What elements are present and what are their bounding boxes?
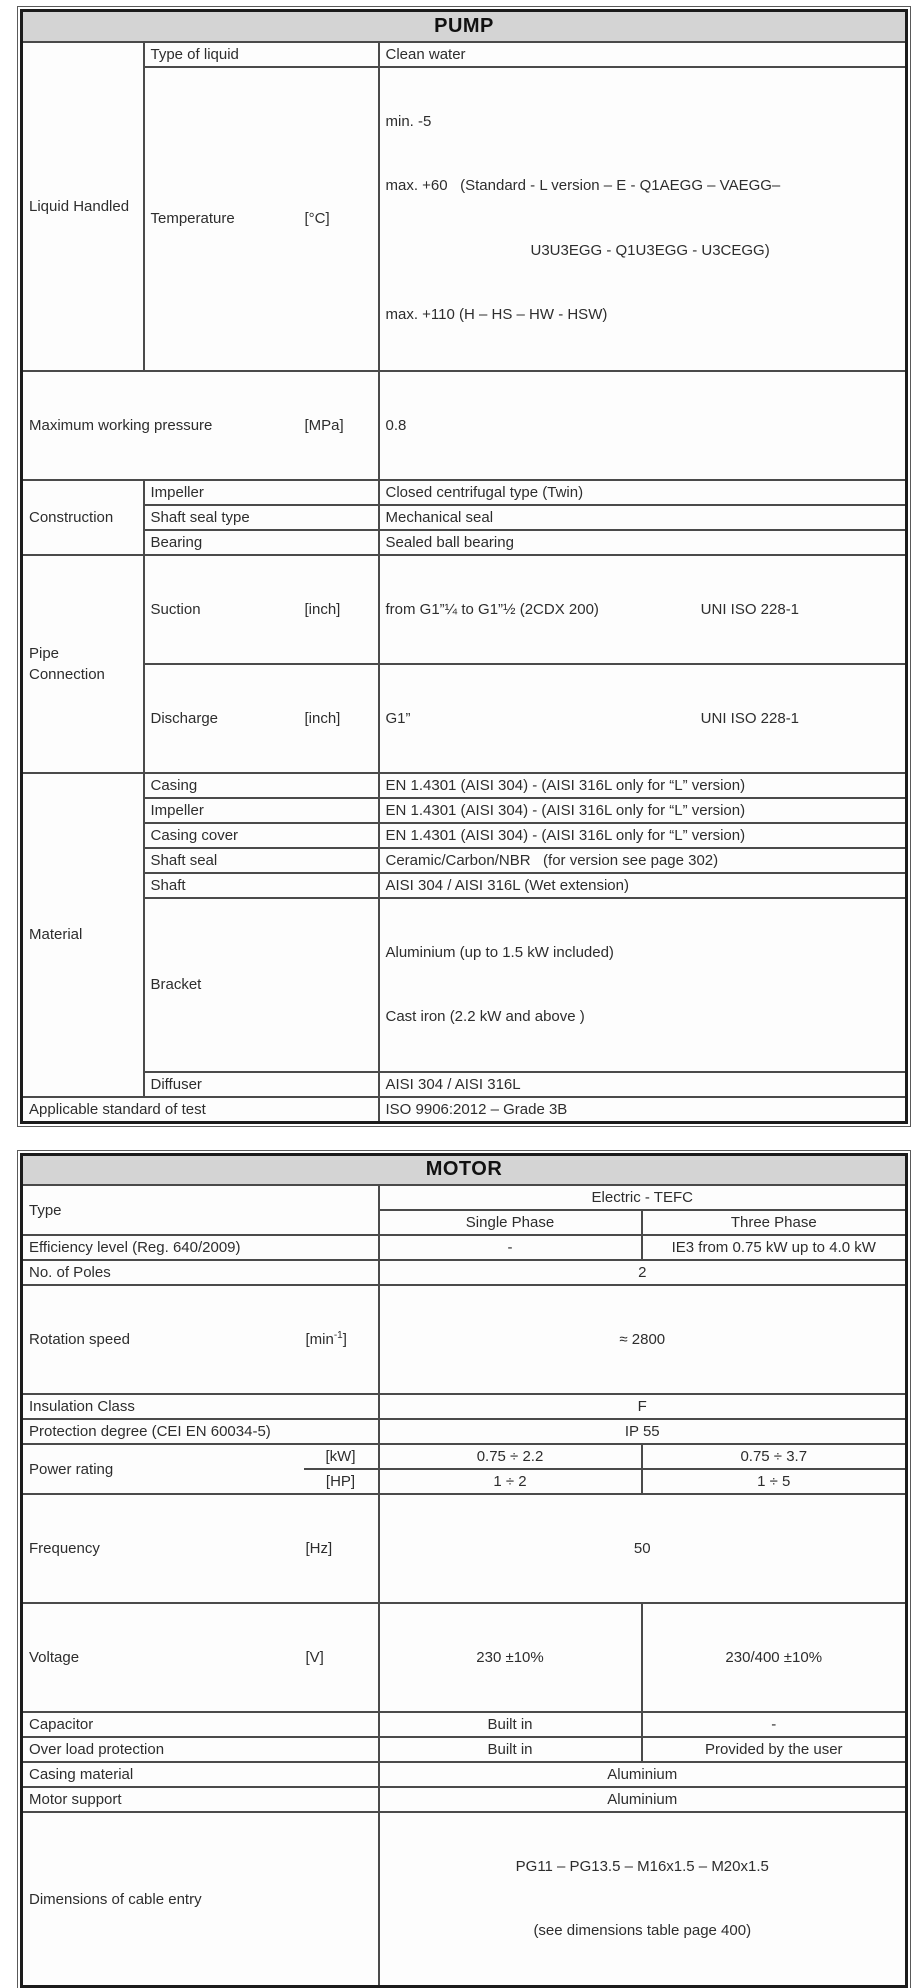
row-test-standard [22, 1097, 907, 1123]
value-power-kw-three: 0.75 ÷ 3.7 [642, 1444, 907, 1469]
value-poles: 2 [379, 1260, 907, 1285]
label-bracket: Bracket [144, 898, 379, 1072]
value-overload-three: Provided by the user [642, 1737, 907, 1762]
row-max-pressure [22, 371, 907, 480]
value-capacitor-single: Built in [379, 1712, 642, 1737]
suction-value: from G1”¼ to G1”½ (2CDX 200) [386, 599, 599, 620]
row-capacitor [22, 1712, 907, 1737]
pump-group-material: Material [22, 773, 144, 1097]
column-header-single-phase: Single Phase [379, 1210, 642, 1235]
value-shaft-seal-type: Mechanical seal [379, 505, 907, 530]
label-impeller: Impeller [144, 480, 379, 505]
label-casing-material: Casing material [22, 1762, 379, 1787]
row-protection [22, 1419, 907, 1444]
value-rotation-speed: ≈ 2800 [379, 1285, 907, 1394]
value-insulation: F [379, 1394, 907, 1419]
pump-group-liquid-handled: Liquid Handled [22, 42, 144, 371]
row-suction [22, 555, 907, 664]
row-shaft [22, 873, 907, 898]
label-rotation-speed [22, 1285, 379, 1394]
label-shaft: Shaft [144, 873, 379, 898]
temperature-line: min. -5 [386, 111, 900, 134]
discharge-standard: UNI ISO 228-1 [701, 708, 799, 729]
label-motor-support: Motor support [22, 1787, 379, 1812]
label-max-pressure [22, 371, 379, 480]
row-casing [22, 773, 907, 798]
row-bracket [22, 898, 907, 1072]
row-diffuser [22, 1072, 907, 1097]
pump-table-title: PUMP [22, 11, 907, 42]
value-voltage-three: 230/400 ±10% [642, 1603, 907, 1712]
value-protection: IP 55 [379, 1419, 907, 1444]
label-temperature [144, 67, 379, 371]
suction-label: Suction [151, 599, 305, 620]
label-diffuser: Diffuser [144, 1072, 379, 1097]
voltage-label: Voltage [29, 1647, 300, 1668]
value-power-hp-single: 1 ÷ 2 [379, 1469, 642, 1494]
pump-group-pipe-connection: Pipe Connection [22, 555, 144, 773]
temperature-line: max. +110 (H – HS – HW - HSW) [386, 304, 900, 327]
frequency-label: Frequency [29, 1538, 300, 1559]
label-shaft-seal: Shaft seal [144, 848, 379, 873]
rotation-speed-label: Rotation speed [29, 1329, 300, 1350]
value-voltage-single: 230 ±10% [379, 1603, 642, 1712]
value-casing-material: Aluminium [379, 1762, 907, 1787]
value-shaft: AISI 304 / AISI 316L (Wet extension) [379, 873, 907, 898]
row-shaft-seal-material [22, 848, 907, 873]
label-type-of-liquid: Type of liquid [144, 42, 379, 67]
row-frequency [22, 1494, 907, 1603]
motor-table-title: MOTOR [22, 1154, 907, 1185]
cable-entry-line: PG11 – PG13.5 – M16x1.5 – M20x1.5 [386, 1856, 900, 1878]
label-overload: Over load protection [22, 1737, 379, 1762]
discharge-unit: [inch] [305, 708, 372, 729]
discharge-value: G1” [386, 708, 411, 729]
value-max-pressure: 0.8 [379, 371, 907, 480]
value-suction [379, 555, 907, 664]
value-temperature [379, 67, 907, 371]
value-impeller-material: EN 1.4301 (AISI 304) - (AISI 316L only for “L” version) [379, 798, 907, 823]
row-rotation-speed [22, 1285, 907, 1394]
row-impeller-material [22, 798, 907, 823]
row-efficiency [22, 1235, 907, 1260]
row-motor-support [22, 1787, 907, 1812]
label-power-rating: Power rating [22, 1444, 304, 1494]
label-casing-cover: Casing cover [144, 823, 379, 848]
suction-unit: [inch] [305, 599, 372, 620]
value-power-hp-three: 1 ÷ 5 [642, 1469, 907, 1494]
value-bearing: Sealed ball bearing [379, 530, 907, 555]
row-insulation [22, 1394, 907, 1419]
label-capacitor: Capacitor [22, 1712, 379, 1737]
row-motor-type [22, 1185, 907, 1210]
row-impeller-construction [22, 480, 907, 505]
suction-standard: UNI ISO 228-1 [701, 599, 799, 620]
value-shaft-seal: Ceramic/Carbon/NBR (for version see page 302) [379, 848, 907, 873]
value-discharge [379, 664, 907, 773]
value-overload-single: Built in [379, 1737, 642, 1762]
value-efficiency-single: - [379, 1235, 642, 1260]
row-poles [22, 1260, 907, 1285]
label-voltage [22, 1603, 379, 1712]
temperature-line: max. +60 (Standard - L version – E - Q1AEGG – VAEGG– [386, 175, 900, 198]
value-casing: EN 1.4301 (AISI 304) - (AISI 316L only for “L” version) [379, 773, 907, 798]
label-bearing: Bearing [144, 530, 379, 555]
pump-spec-table [20, 9, 908, 1124]
motor-spec-table [20, 1153, 908, 1988]
row-power-kw [22, 1444, 907, 1469]
value-diffuser: AISI 304 / AISI 316L [379, 1072, 907, 1097]
unit-power-hp: [HP] [304, 1469, 379, 1494]
row-voltage [22, 1603, 907, 1712]
label-test-standard: Applicable standard of test [22, 1097, 379, 1123]
motor-title-row [22, 1154, 907, 1185]
row-overload [22, 1737, 907, 1762]
row-discharge [22, 664, 907, 773]
value-motor-type: Electric - TEFC [379, 1185, 907, 1210]
row-type-of-liquid [22, 42, 907, 67]
label-frequency [22, 1494, 379, 1603]
pump-group-construction: Construction [22, 480, 144, 555]
value-power-kw-single: 0.75 ÷ 2.2 [379, 1444, 642, 1469]
label-impeller-material: Impeller [144, 798, 379, 823]
column-header-three-phase: Three Phase [642, 1210, 907, 1235]
row-bearing [22, 530, 907, 555]
value-bracket [379, 898, 907, 1072]
label-efficiency: Efficiency level (Reg. 640/2009) [22, 1235, 379, 1260]
pump-title-row [22, 11, 907, 42]
unit-power-kw: [kW] [304, 1444, 379, 1469]
value-efficiency-three: IE3 from 0.75 kW up to 4.0 kW [642, 1235, 907, 1260]
value-type-of-liquid: Clean water [379, 42, 907, 67]
max-pressure-label: Maximum working pressure [29, 415, 305, 436]
bracket-line: Cast iron (2.2 kW and above ) [386, 1006, 900, 1028]
row-casing-cover [22, 823, 907, 848]
frequency-unit: [Hz] [300, 1538, 372, 1559]
value-capacitor-three: - [642, 1712, 907, 1737]
cable-entry-line: (see dimensions table page 400) [386, 1920, 900, 1942]
rotation-speed-unit: $[\min^{-1}]$ [300, 1329, 372, 1350]
discharge-label: Discharge [151, 708, 305, 729]
value-casing-cover: EN 1.4301 (AISI 304) - (AISI 316L only for “L” version) [379, 823, 907, 848]
label-insulation: Insulation Class [22, 1394, 379, 1419]
label-casing: Casing [144, 773, 379, 798]
temperature-label: Temperature [151, 208, 305, 229]
label-discharge [144, 664, 379, 773]
bracket-line: Aluminium (up to 1.5 kW included) [386, 942, 900, 964]
value-cable-entry [379, 1812, 907, 1987]
max-pressure-unit: [MPa] [305, 415, 372, 436]
value-motor-support: Aluminium [379, 1787, 907, 1812]
label-motor-type: Type [22, 1185, 379, 1235]
row-cable-entry [22, 1812, 907, 1987]
row-temperature [22, 67, 907, 371]
label-shaft-seal-type: Shaft seal type [144, 505, 379, 530]
row-casing-material [22, 1762, 907, 1787]
row-shaft-seal-type [22, 505, 907, 530]
value-frequency: 50 [379, 1494, 907, 1603]
temperature-unit: [°C] [305, 208, 372, 229]
temperature-line: U3U3EGG - Q1U3EGG - U3CEGG) [386, 240, 900, 263]
label-suction [144, 555, 379, 664]
voltage-unit: [V] [300, 1647, 372, 1668]
label-poles: No. of Poles [22, 1260, 379, 1285]
value-impeller: Closed centrifugal type (Twin) [379, 480, 907, 505]
label-cable-entry: Dimensions of cable entry [22, 1812, 379, 1987]
label-protection: Protection degree (CEI EN 60034-5) [22, 1419, 379, 1444]
value-test-standard: ISO 9906:2012 – Grade 3B [379, 1097, 907, 1123]
